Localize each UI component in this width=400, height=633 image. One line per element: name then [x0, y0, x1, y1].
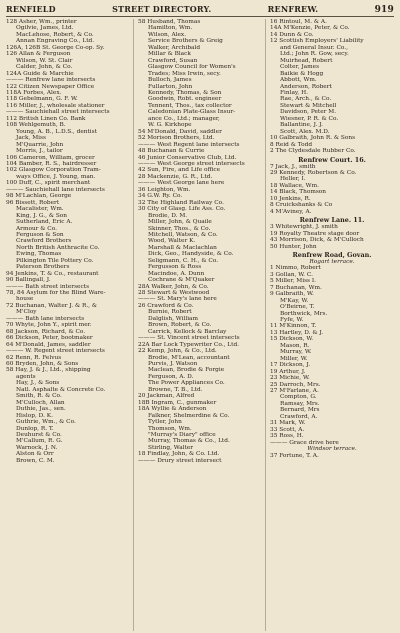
directory-entry: 52 Morison Brothers, Ltd.	[138, 135, 215, 142]
directory-entry: ——— Bath street intersects	[6, 283, 90, 290]
running-head-center: STREET DIRECTORY.	[112, 4, 212, 14]
directory-entry: Maclean, Brodie & Forgie	[148, 367, 225, 374]
directory-entry: 28A Walker, John, & Co.	[138, 283, 209, 290]
directory-entry: Stirling, Walter	[148, 444, 194, 451]
directory-entry: agents	[16, 373, 36, 380]
directory-entry: 12 Scottish Employers' Liability	[270, 38, 364, 45]
directory-entry: W. G. Kirkhope	[148, 122, 192, 129]
directory-entry: ance Co., Ltd.; manager,	[148, 115, 220, 122]
directory-entry: ——— Bath lane intersects	[6, 315, 85, 322]
directory-entry: 118 Gebelmann, G. F. W.	[6, 96, 78, 103]
directory-entry: King, J. G., & Son	[16, 212, 68, 219]
directory-entry: 36 Leighton, Wm.	[138, 186, 191, 193]
directory-entry: Goodwin, Robt. engineer	[148, 96, 222, 103]
directory-entry: 15 Dickson, W.	[270, 336, 314, 343]
column-3	[270, 19, 394, 631]
directory-entry: 10 Galbraith, John R. & Sons	[270, 135, 356, 142]
directory-entry: Purvis, J. Watson	[148, 361, 198, 368]
directory-entry: ——— Renfrew lane intersects	[6, 77, 96, 84]
directory-entry: 8 Reid & Todd	[270, 141, 313, 148]
directory-entry: Crawford, A.	[280, 413, 318, 420]
directory-entry: Deuhurst & Co.	[16, 432, 62, 438]
directory-entry: 116 Miller, J., wholesale stationer	[6, 102, 105, 109]
directory-entry: Fergusson & Ross	[148, 264, 202, 271]
directory-entry: Brodie, M'Lean, accountant	[148, 354, 230, 361]
section-heading: Renfrew Road, Govan.	[292, 250, 372, 259]
directory-entry: Kennedy, Thomas, & Son	[148, 89, 222, 96]
directory-entry: 19 Royalty Theatre stage door	[270, 230, 360, 237]
directory-entry: 8 Cruickshanks & Co	[270, 202, 333, 209]
directory-entry: 13 Hartley, D. & J.	[270, 329, 324, 336]
directory-entry: and General Insur. Co.,	[280, 44, 348, 51]
page-number: 919	[374, 5, 394, 15]
directory-entry: Muirhead, Robert	[280, 57, 333, 64]
directory-entry: 102 Glasgow Corporation Tram-	[6, 167, 101, 174]
directory-entry: Falkner, Shelmerdine & Co.	[148, 412, 230, 419]
directory-entry: 25 Darroch, Mrs.	[270, 381, 321, 388]
directory-entry: Wilson, W. St. Clair	[16, 57, 73, 64]
directory-entry: 122 Citizen Newspaper Office	[6, 83, 95, 90]
directory-entry: 1 Nimmo, Robert	[270, 265, 321, 272]
directory-entry: Seligmann, C. H., & Co.	[148, 257, 219, 264]
directory-entry: Walker, Archibald	[148, 44, 201, 51]
directory-entry: Young, A. B., L.D.S., dentist	[16, 128, 97, 135]
directory-entry: 28 Stewart & Westwood	[138, 290, 210, 297]
directory-entry: 60 Bryden, John, & Sons	[6, 361, 79, 368]
directory-entry: ——— St. Mary's lane here	[138, 296, 217, 303]
directory-entry: house	[16, 296, 34, 303]
directory-entry: Colter, James	[280, 64, 320, 71]
directory-entry: 126A, 126B St. George Co-op. Sy.	[6, 44, 105, 51]
directory-entry: Armour & Co.	[16, 225, 57, 232]
directory-entry: 23 Michie, W.	[270, 375, 310, 382]
directory-entry: Brown, C. M.	[16, 457, 55, 464]
directory-entry: Finlay, H.	[280, 89, 309, 96]
directory-entry: Sutherland, Eric A.	[16, 219, 73, 226]
directory-entry: Smith, R. & Co.	[16, 393, 62, 400]
directory-entry: Scott, Alex. M.D.	[280, 128, 330, 135]
directory-entry: ——— Grace drive here	[270, 439, 339, 446]
directory-entry: 31 Mark, W.	[270, 420, 306, 427]
directory-entry: Ferguson & Son	[16, 231, 64, 238]
directory-entry: Miller, W.	[280, 355, 308, 362]
directory-entry: 78, 84 Asylum for the Blind Ware-	[6, 290, 106, 297]
directory-entry: 11 M'Kinnon, T.	[270, 323, 317, 330]
section-subheading: Rogart terrace.	[309, 258, 355, 265]
directory-entry: Carrick, Kellock & Barclay	[148, 328, 227, 335]
directory-entry: Alston & Orr	[16, 451, 54, 458]
directory-entry: 94 Jenkins, T. & Co., restaurant	[6, 270, 99, 277]
directory-entry: Warnock, J. N.	[16, 444, 58, 451]
directory-entry: ways Office, J. Young, man.	[16, 173, 96, 180]
directory-entry: 54 M'Donald, David, saddler	[138, 128, 222, 135]
directory-entry: Ltd.; John R. Gow, secy.	[280, 51, 349, 58]
directory-entry: ——— W. Regent street intersects	[6, 348, 105, 355]
directory-entry: 2 The Clydesdale Rubber Co.	[270, 148, 356, 155]
directory-entry: Guthrie, Wm., & Co.	[16, 419, 76, 426]
directory-entry: 20 Jackman, Alfred	[138, 393, 195, 400]
directory-entry: Pilkington Tile Pottery Co.	[16, 257, 94, 264]
directory-entry: O'Beirne, T.	[280, 304, 315, 311]
directory-entry: 118A Forbes, Alex.	[6, 89, 62, 96]
directory-columns	[6, 19, 394, 631]
directory-entry: Skinner, Thos., & Co.	[148, 225, 211, 232]
directory-entry: Abbott, Wm.	[280, 77, 317, 84]
directory-entry: 26 Crawford & Co.	[138, 302, 194, 309]
directory-entry: 14 Black, Thomson	[270, 189, 327, 196]
directory-entry: 100 Duff, C., spirit merchant	[6, 180, 91, 187]
running-head-left: RENFIELD	[6, 4, 56, 14]
directory-entry: 50 Hunter, John	[270, 243, 317, 250]
directory-entry: ——— St. Vincent street intersects	[138, 335, 240, 342]
directory-entry: 58 Husband, Thomas	[138, 19, 201, 25]
directory-entry: 37 Fortune, T. A.	[270, 452, 319, 459]
directory-entry: M'Quarrie, John	[16, 141, 64, 148]
directory-entry: 35 Ross, H.	[270, 433, 304, 440]
directory-entry: Service Brothers & Greig	[148, 38, 223, 45]
page-header	[6, 4, 394, 17]
directory-entry: 28 Mackenzie, G. R., Ltd.	[138, 173, 213, 180]
directory-entry: 14A M'Kenzie, Peter, & Co.	[270, 25, 350, 32]
directory-entry: 70 Whyte, John Y., spirit mer.	[6, 322, 92, 329]
directory-entry: Hay, J., & Sons	[16, 380, 60, 387]
directory-entry: 46 Junior Conservative Club, Ltd.	[138, 154, 237, 161]
directory-entry: Dalglish, William	[148, 315, 198, 322]
directory-entry: Brodie, D. M.	[148, 212, 188, 219]
directory-entry: Cochrane & M'Quaker	[148, 277, 215, 284]
directory-entry: Murray, W.	[280, 349, 312, 356]
directory-entry: Hamilton, Wm.	[148, 25, 193, 32]
directory-entry: Jack, Miss	[16, 135, 46, 142]
directory-entry: 68 Jackson, Richard, & Co.	[6, 328, 86, 335]
directory-entry: 124A Guide & Marchie	[6, 70, 74, 77]
directory-entry: 16 Rintoul, M. & A.	[270, 19, 327, 25]
column-2	[138, 19, 266, 631]
directory-entry: Mitchell, Watson, & Co.	[148, 231, 218, 238]
directory-entry: Bulloch, James	[148, 77, 192, 84]
directory-entry: Paterson Brothers	[16, 264, 70, 271]
directory-entry: 22A Bar Lock Typewriter Co., Ltd.	[138, 341, 240, 348]
directory-entry: 29 Kennedy, Robertson & Co.	[270, 169, 357, 176]
directory-entry: Wood, Walter K.	[148, 238, 196, 245]
directory-entry: Mason, R.	[280, 342, 310, 349]
directory-entry: Dunlop, R. T.	[16, 425, 54, 432]
directory-entry: Bernard, Mrs	[280, 407, 320, 414]
directory-entry: Wiesner, P. R. & Co.	[280, 115, 339, 122]
directory-entry: Trades; Miss Irwin, secy.	[148, 70, 221, 77]
directory-entry: Murray, Thomas & Co., Ltd.	[148, 438, 230, 445]
directory-entry: 126 Allan & Ferguson	[6, 51, 71, 58]
directory-entry: The Power Appliances Co.	[148, 380, 225, 387]
directory-entry: Miller, John, & Quaile	[148, 219, 212, 226]
directory-entry: Marshall & Maclachlan	[148, 244, 217, 251]
directory-entry: Annan Engraving Co., Ltd.	[16, 38, 95, 45]
directory-entry: Ramsay, Mrs.	[280, 400, 320, 407]
directory-entry: 27 M'Farlane, A.	[270, 388, 319, 395]
directory-entry: Natl. Asphalte & Concrete Co.	[16, 386, 106, 393]
directory-entry: ——— West George street intersects	[138, 160, 245, 167]
directory-entry: 7 Buchanan, Wm.	[270, 284, 322, 291]
directory-entry: ——— Sauchiehall street intersects	[6, 109, 110, 116]
directory-entry: 112 British Linen Co. Bank	[6, 115, 86, 122]
directory-entry: Fyfe, W.	[280, 317, 304, 324]
directory-entry: 106 Cameron, William, grocer	[6, 154, 95, 161]
directory-entry: Calder, John, & Co.	[16, 64, 73, 71]
directory-entry: 66 Dickson, Peter, bootmaker	[6, 335, 93, 342]
directory-entry: Crawford Brothers	[16, 238, 72, 245]
directory-entry: Crawford, Susan	[148, 57, 198, 64]
section-heading: Renfrew Lane. 11.	[299, 216, 365, 225]
directory-entry: 3 Gollan, W. C.	[270, 271, 313, 278]
directory-entry: 104 Bamber, R. S., hairdresser	[6, 160, 97, 167]
directory-entry: Macalister, Wm.	[16, 206, 64, 213]
directory-entry: ——— West George lane here	[138, 180, 225, 187]
directory-entry: M'Callum, R. G.	[16, 438, 63, 445]
directory-entry: Ogilvie, James, Ltd.	[16, 25, 74, 32]
directory-entry: 96 Bissett, Robert	[6, 199, 60, 206]
directory-entry: "Murray's Diary" office	[148, 432, 216, 438]
directory-entry: 98 M'Lachlan, George	[6, 193, 72, 200]
directory-entry: 10 Jenkins, R.	[270, 195, 311, 202]
directory-entry: ——— Sauchiehall lane intersects	[6, 186, 105, 193]
directory-entry: Dick, Geo., Handyside, & Co.	[148, 251, 234, 258]
directory-entry: 30 City of Glasg. Life Ass. Co.	[138, 206, 226, 213]
directory-entry: 62 Renn, R. Felvus	[6, 354, 62, 361]
directory-entry: 48 Buchanan & Currie	[138, 148, 205, 155]
directory-entry: Hislop, D. K.	[16, 412, 53, 419]
directory-entry: M'Culloch, Allan	[16, 399, 65, 406]
directory-entry: 32 The Highland Railway Co.	[138, 199, 224, 206]
directory-entry: Wilson, Alex.	[148, 31, 187, 38]
directory-entry: M'Kay, W.	[280, 297, 309, 304]
directory-entry: ——— West Regent lane intersects	[138, 141, 240, 148]
directory-entry: Compton, G.	[280, 394, 317, 401]
directory-entry: 64 M'Donald, James, saddler	[6, 341, 91, 348]
directory-entry: 9 Galbraith, W.	[270, 291, 314, 298]
directory-entry: Thomson, Wm.	[148, 425, 192, 432]
directory-entry: 3 Whitewright, J. smith	[270, 224, 338, 231]
directory-entry: Glasgow Council for Women's	[148, 64, 236, 71]
directory-entry: Ewing, Thomas	[16, 251, 62, 258]
directory-entry: M'Cloy	[16, 309, 37, 316]
directory-entry: 34 G.W. Ry. Co.	[138, 193, 183, 200]
directory-entry: 90 Ballingall, J.	[6, 277, 51, 284]
directory-entry: Borthwick, Mrs.	[280, 310, 328, 317]
directory-entry: 43 Morrison, Dick, & M'Culloch	[270, 237, 364, 244]
directory-entry: Tennent, Thos., tax collector	[148, 102, 232, 109]
directory-entry: 18A Wyllie & Anderson	[138, 406, 207, 413]
directory-entry: 18 Wallace, Wm.	[270, 182, 319, 189]
directory-entry: 5 Miller, Miss I.	[270, 278, 316, 285]
directory-entry: 33 Scott, A.	[270, 426, 305, 433]
directory-entry: 72 Buchanan, Walter J. & R., &	[6, 302, 98, 309]
directory-entry: 42 Sun, Fire, and Life office	[138, 167, 221, 174]
directory-entry: Baikie & Hogg	[280, 70, 324, 77]
directory-entry: 18 Findlay, John, & Co. Ltd.	[138, 451, 220, 458]
directory-entry: 108 Wehlgemuth, B.	[6, 122, 66, 129]
directory-entry: 14 Dunn & Co.	[270, 31, 314, 38]
directory-entry: 58 Hay, J. & J., Ltd., shipping	[6, 367, 91, 374]
section-heading: Renfrew Court. 16.	[298, 155, 366, 164]
directory-entry: 7 Jack, J., smith	[270, 163, 316, 170]
column-1	[6, 19, 134, 631]
directory-entry: Ballantine, J. J.	[280, 122, 323, 129]
directory-entry: Browne, T. B., Ltd.	[148, 386, 203, 393]
directory-entry: Macindoe, A. Dunn	[148, 270, 205, 277]
directory-entry: Morris, J., tailor	[16, 148, 63, 155]
directory-entry: 4 M'Aviney, A.	[270, 208, 312, 215]
directory-entry: Tytler, John	[148, 419, 182, 426]
directory-entry: MacLehose, Robert, & Co.	[16, 31, 94, 38]
running-head-right: RENFREW.	[267, 4, 319, 14]
directory-entry: Anderson, Robert	[280, 83, 332, 90]
directory-entry: Heller, I.	[280, 176, 306, 183]
directory-entry: Brown, Robert, & Co.	[148, 322, 212, 329]
directory-entry: Millar & Black	[148, 51, 191, 58]
directory-entry: Rae, Arch., & Co.	[280, 96, 332, 103]
directory-entry: 19 Arthur, J.	[270, 368, 306, 375]
directory-entry: Fullarton, John	[148, 83, 193, 90]
directory-entry: 22 Kemp, John, & Co., Ltd.	[138, 348, 217, 355]
directory-entry: Davidson, Peter M.	[280, 109, 337, 116]
directory-entry: Duthie, Jas., sen.	[16, 406, 66, 413]
directory-entry: 18B Ingram, C., gunmaker	[138, 399, 217, 406]
directory-entry: Burnie, Robert	[148, 309, 192, 316]
directory-entry: North British Anthracite Co.	[16, 244, 100, 251]
section-subheading: Windsor terrace.	[307, 446, 357, 453]
directory-entry: ——— Drury street intersect	[138, 457, 222, 464]
directory-entry: Ferguson, A. D.	[148, 373, 194, 380]
directory-entry: Stewart & Mitchell	[280, 102, 337, 109]
directory-entry: Caledonian Plate-Glass Insur-	[148, 109, 236, 116]
directory-entry: 17 Dickson, J.	[270, 362, 311, 369]
directory-entry: 128 Asher, Wm., printer	[6, 19, 77, 25]
